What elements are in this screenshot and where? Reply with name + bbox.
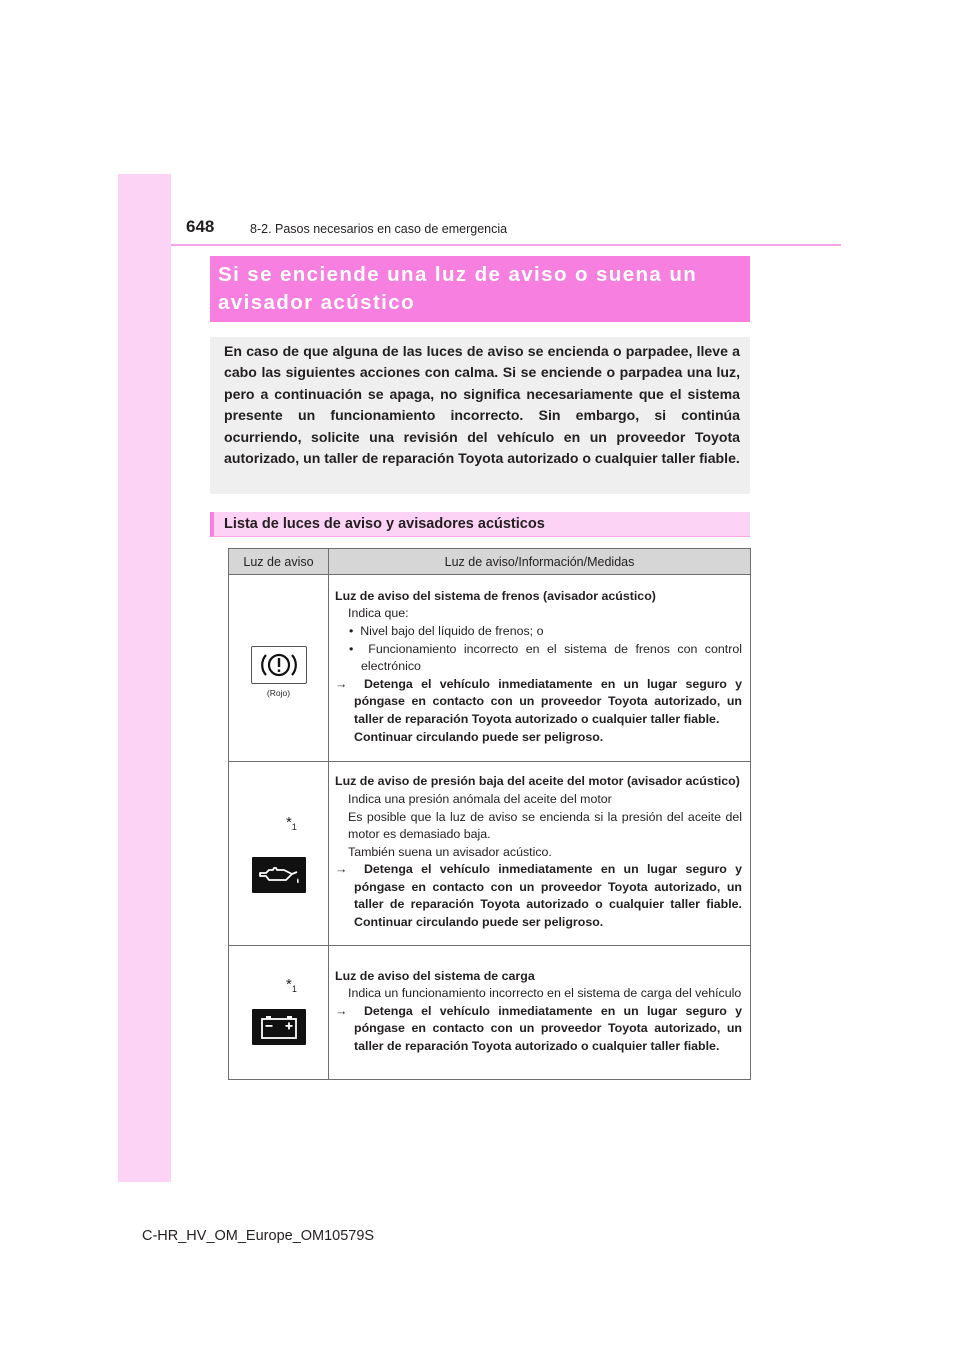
table-row bbox=[229, 946, 751, 1080]
brake-warning-icon bbox=[251, 646, 307, 684]
oil-pressure-icon bbox=[252, 857, 306, 893]
intro-text: En caso de que alguna de las luces de aviso se encienda o parpadee, lleve a cabo las siguientes acciones con calma. Si se enciende o parpadea una luz, pero a continuación se apaga, no significa necesariamente que el sistema presente un funcionamiento incorrecto. Sin embargo, si continúa ocurriendo, solicite una revisión del vehículo en un proveedor Toyota autorizado, un taller de reparación Toyota autorizado o cualquier taller fiable. bbox=[224, 343, 740, 467]
section-title: 8-2. Pasos necesarios en caso de emergencia bbox=[250, 222, 508, 236]
warning-lights-table bbox=[228, 548, 751, 1080]
icon-caption: (Rojo) bbox=[266, 688, 291, 698]
list-item: • Funcionamiento incorrecto en el sistema de frenos con control electrónico bbox=[349, 641, 742, 674]
warning-name: Luz de aviso del sistema de carga bbox=[335, 968, 535, 983]
list-item: • Nivel bajo del líquido de frenos; o bbox=[349, 624, 544, 639]
battery-charge-icon bbox=[252, 1009, 306, 1045]
table-row bbox=[229, 762, 751, 946]
icon-cell bbox=[229, 946, 329, 1080]
document-code: C-HR_HV_OM_Europe_OM10579S bbox=[142, 1228, 375, 1244]
footnote-mark: $*_1$ bbox=[286, 976, 297, 994]
warning-name: Luz de aviso de presión baja del aceite del motor (avisador acústico) bbox=[335, 774, 740, 789]
warning-name: Luz de aviso del sistema de frenos (avisador acústico) bbox=[335, 588, 656, 603]
subheading-bar bbox=[210, 512, 750, 537]
description-cell bbox=[329, 762, 751, 946]
table-header-row bbox=[229, 549, 751, 575]
icon-cell bbox=[229, 575, 329, 762]
side-tab-bar bbox=[118, 174, 171, 1182]
arrow-icon: → bbox=[335, 1003, 348, 1018]
info-line: Indica que: bbox=[348, 606, 409, 621]
info-line: Es posible que la luz de aviso se encienda si la presión del aceite del motor es demasiado baja. bbox=[348, 809, 742, 842]
info-line: También suena un avisador acústico. bbox=[348, 844, 552, 859]
page-number: 648 bbox=[186, 217, 215, 236]
title-banner bbox=[210, 256, 750, 322]
subheading-text: Lista de luces de aviso y avisadores acústicos bbox=[224, 516, 545, 532]
icon-cell bbox=[229, 762, 329, 946]
page-title: Si se enciende una luz de aviso o suena un avisador acústico bbox=[218, 263, 698, 314]
header-rule bbox=[171, 244, 841, 246]
info-line: Indica una presión anómala del aceite del motor bbox=[348, 791, 612, 806]
description-cell bbox=[329, 946, 751, 1080]
header-cell: Luz de aviso/Información/Medidas bbox=[329, 549, 751, 575]
action-text: → Detenga el vehículo inmediatamente en un lugar seguro y póngase en contacto con un proveedor Toyota autorizado, un taller de reparación Toyota autorizado o cualquier taller fiable. bbox=[335, 676, 742, 726]
table-row bbox=[229, 575, 751, 762]
header-cell: Luz de aviso bbox=[229, 549, 329, 575]
arrow-icon: → bbox=[335, 862, 348, 877]
action-text: → Detenga el vehículo inmediatamente en un lugar seguro y póngase en contacto con un proveedor Toyota autorizado, un taller de reparación Toyota autorizado o cualquier taller fiable. bbox=[335, 1003, 742, 1053]
footnote-mark: $*_1$ bbox=[286, 814, 297, 832]
info-line: Indica un funcionamiento incorrecto en el sistema de carga del vehículo bbox=[348, 986, 742, 1001]
action-text: → Detenga el vehículo inmediatamente en un lugar seguro y póngase en contacto con un proveedor Toyota autorizado, un taller de reparación Toyota autorizado o cualquier taller fiable. Continuar circulando puede ser peligroso. bbox=[335, 862, 742, 930]
description-cell bbox=[329, 575, 751, 762]
arrow-icon: → bbox=[335, 676, 348, 691]
action-extra: Continuar circulando puede ser peligroso. bbox=[354, 729, 604, 744]
intro-box bbox=[210, 337, 750, 494]
